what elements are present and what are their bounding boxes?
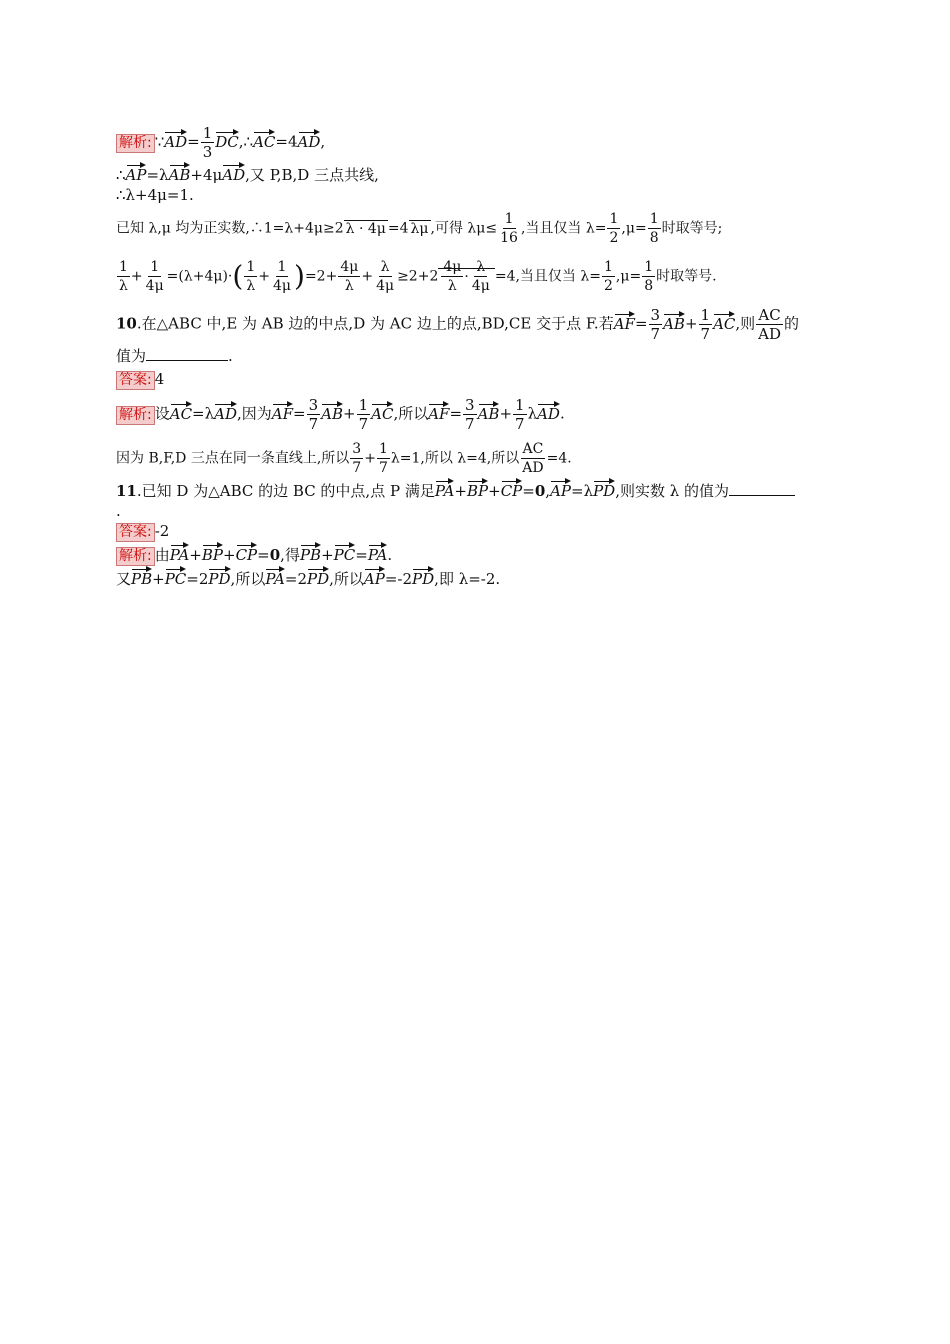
text: . xyxy=(559,404,565,423)
text: + xyxy=(343,404,356,423)
vector-CP: CP xyxy=(501,478,523,499)
vector-PA: PA xyxy=(435,478,455,499)
vector-PC: PC xyxy=(165,566,187,587)
text: 时取等号; xyxy=(661,220,723,237)
vector-AB: AB xyxy=(663,311,685,332)
text: . xyxy=(387,546,393,564)
vector-PA: PA xyxy=(170,542,190,563)
answer-tag: 答案: xyxy=(116,371,155,390)
vector-AD: AD xyxy=(214,401,237,422)
vector-PD: PD xyxy=(208,566,230,587)
text: 的 xyxy=(784,314,800,333)
text: 时取等号. xyxy=(656,268,717,285)
fraction-lambda-4mu: $\frac{\lambda}{4\mu}$ xyxy=(471,259,490,294)
text: ,则 xyxy=(735,314,756,333)
fraction-AC-AD: $\frac{AC}{AD}$ xyxy=(522,441,544,476)
vector-AP: AP xyxy=(126,162,147,183)
text: ,因为 xyxy=(236,404,272,423)
analysis-tag: 解析: xyxy=(116,406,155,425)
analysis-11-line-2: 又PB+PC=2PD,所以PA=2PD,所以AP=-2PD,即 λ=-2. xyxy=(116,566,840,590)
text: =λ xyxy=(192,404,215,423)
text: ,μ= xyxy=(615,268,642,285)
vector-AD: AD xyxy=(164,129,187,150)
text: =-2 xyxy=(384,570,413,588)
fraction-1-4mu: $\frac{1}{4\mu}$ xyxy=(272,259,291,294)
analysis-tag: 解析: xyxy=(116,134,155,153)
vector-AF: AF xyxy=(272,401,293,422)
fraction-1-7: $\frac{1}{7}$ xyxy=(358,396,369,433)
text: + xyxy=(684,314,698,333)
text: = xyxy=(355,546,368,564)
text: + xyxy=(258,268,270,285)
text: =4 xyxy=(387,220,409,237)
text: ,得 xyxy=(280,546,300,564)
answer-value: -2 xyxy=(154,522,170,540)
text: 又 xyxy=(116,570,132,588)
analysis-line-1 xyxy=(116,124,840,161)
sqrt-lambda-4mu: λ · 4μ xyxy=(345,220,386,237)
text: . xyxy=(228,347,233,365)
fraction-1-lambda: $\frac{1}{\lambda}$ xyxy=(119,259,128,294)
analysis-10-line-2 xyxy=(116,440,840,477)
question-11-line-2: . xyxy=(116,502,121,520)
fraction-1-3: $\frac{1}{3}$ xyxy=(202,124,213,161)
fraction-1-8: $\frac{1}{8}$ xyxy=(649,211,659,246)
fraction-4mu-lambda: $\frac{4\mu}{\lambda}$ xyxy=(340,259,359,294)
text: ,所以 xyxy=(230,570,266,588)
fraction-3-7: $\frac{3}{7}$ xyxy=(352,441,362,476)
vector-PB: PB xyxy=(131,566,152,587)
fraction-1-2: $\frac{1}{2}$ xyxy=(609,211,619,246)
vector-AC: AC xyxy=(713,311,735,332)
text: = xyxy=(634,314,648,333)
text: =4,当且仅当 λ= xyxy=(494,268,601,285)
text: =2 xyxy=(284,570,308,588)
text: = xyxy=(257,546,270,564)
text: ,μ= xyxy=(621,220,647,237)
fraction-1-7: $\frac{1}{7}$ xyxy=(515,396,525,433)
fraction-3-7: $\frac{3}{7}$ xyxy=(465,396,475,433)
text: =λ xyxy=(146,166,169,184)
vector-BP: BP xyxy=(202,542,223,563)
fraction-1-lambda: $\frac{1}{\lambda}$ xyxy=(246,259,256,294)
fraction-1-7: $\frac{1}{7}$ xyxy=(378,441,388,476)
vector-AB: AB xyxy=(478,401,500,422)
sqrt-lambda-mu: λμ xyxy=(410,220,429,237)
text: ,所以 xyxy=(329,570,364,588)
fraction-1-16: $\frac{1}{16}$ xyxy=(500,211,518,246)
zero-vector: 0 xyxy=(534,482,546,500)
question-text: .在△ABC 中,E 为 AB 边的中点,D 为 AC 边上的点,BD,CE 交于点 F.若 xyxy=(136,314,614,333)
question-text: .已知 D 为△ABC 的边 BC 的中点,点 P 满足 xyxy=(136,482,435,500)
text: =(λ+4μ)· xyxy=(166,268,233,285)
text: + xyxy=(499,404,513,423)
question-10-line-2 xyxy=(116,344,840,367)
vector-AC: AC xyxy=(371,401,393,422)
fraction-AC-AD: $\frac{AC}{AD}$ xyxy=(758,306,782,343)
vector-AF: AF xyxy=(428,401,449,422)
text: + xyxy=(364,450,376,467)
answer-blank[interactable] xyxy=(729,479,795,496)
fraction-lambda-4mu: $\frac{\lambda}{4\mu}$ xyxy=(376,259,395,294)
text: , xyxy=(545,482,551,500)
vector-AC: AC xyxy=(170,401,192,422)
answer-value: 4 xyxy=(154,370,165,388)
fraction-4mu-lambda: $\frac{4\mu}{\lambda}$ xyxy=(443,259,462,294)
vector-AD: AD xyxy=(222,162,245,183)
text: = xyxy=(449,404,463,423)
vector-DC: DC xyxy=(215,129,239,150)
vector-CP: CP xyxy=(236,542,258,563)
text: λ xyxy=(527,404,538,423)
vector-AD: AD xyxy=(537,401,560,422)
fraction-1-4mu: $\frac{1}{4\mu}$ xyxy=(145,259,164,294)
text: =2+ xyxy=(304,268,338,285)
text: 值为 xyxy=(116,347,147,365)
vector-PD: PD xyxy=(307,566,329,587)
fraction-1-8: $\frac{1}{8}$ xyxy=(644,259,654,294)
text: 设 xyxy=(154,404,170,423)
analysis-tag: 解析: xyxy=(116,547,155,566)
answer-line-11 xyxy=(116,520,840,542)
right-paren: ) xyxy=(294,259,305,293)
text: =4 xyxy=(275,132,298,151)
text: +4μ xyxy=(190,166,223,184)
text: =4. xyxy=(546,450,572,467)
answer-line-10 xyxy=(116,368,840,390)
vector-PA: PA xyxy=(368,542,388,563)
vector-AP: AP xyxy=(550,478,571,499)
text: ,所以 xyxy=(393,404,429,423)
vector-AP: AP xyxy=(364,566,385,587)
fraction-1-2: $\frac{1}{2}$ xyxy=(604,259,613,294)
text: ,又 P,B,D 三点共线, xyxy=(245,166,379,184)
analysis-line-4 xyxy=(116,210,840,247)
text: · xyxy=(464,268,469,285)
text: ∴ xyxy=(116,166,126,184)
fraction-3-7: $\frac{3}{7}$ xyxy=(650,306,661,343)
text: ,可得 λμ≤ xyxy=(430,220,498,237)
left-paren: ( xyxy=(232,259,244,293)
analysis-line-2 xyxy=(116,162,840,186)
text: = xyxy=(293,404,306,423)
text: ,则实数 λ 的值为 xyxy=(615,482,730,500)
vector-AB: AB xyxy=(169,162,191,183)
question-number: 11 xyxy=(116,482,137,500)
zero-vector: 0 xyxy=(269,546,281,564)
vector-PC: PC xyxy=(334,542,356,563)
text: 由 xyxy=(154,546,170,564)
text: ≥2+2 xyxy=(397,268,439,285)
text: + xyxy=(361,268,374,285)
vector-PD: PD xyxy=(593,478,615,499)
vector-AC: AC xyxy=(253,129,275,150)
text: λ=1,所以 λ=4,所以 xyxy=(390,450,520,467)
text: + xyxy=(130,268,143,285)
analysis-10-line-1 xyxy=(116,396,840,433)
text: = xyxy=(187,132,200,151)
text: 已知 λ,μ 均为正实数,∴1=λ+4μ≥2 xyxy=(116,220,344,237)
vector-AF: AF xyxy=(614,311,635,332)
question-number: 10 xyxy=(116,314,137,333)
text: 因为 B,F,D 三点在同一条直线上,所以 xyxy=(116,450,350,467)
vector-PA: PA xyxy=(265,566,285,587)
text: ,∴ xyxy=(238,132,254,151)
answer-tag: 答案: xyxy=(116,523,155,542)
fraction-1-7: $\frac{1}{7}$ xyxy=(700,306,711,343)
answer-blank[interactable] xyxy=(146,344,228,361)
text: , xyxy=(320,132,326,151)
vector-BP: BP xyxy=(467,478,488,499)
vector-PD: PD xyxy=(412,566,434,587)
text: ,即 λ=-2. xyxy=(434,570,501,588)
vector-AB: AB xyxy=(321,401,343,422)
question-11: 11.已知 D 为△ABC 的边 BC 的中点,点 P 满足PA+BP+CP=0,AP=λPD,则实数 λ 的值为 xyxy=(116,478,840,502)
question-10 xyxy=(116,306,840,343)
fraction-3-7: $\frac{3}{7}$ xyxy=(308,396,319,433)
vector-AD: AD xyxy=(298,129,321,150)
analysis-line-5 xyxy=(116,258,840,295)
analysis-11-line-1: 解析: 由PA+BP+CP=0,得PB+PC=PA. xyxy=(116,542,840,566)
sqrt-product xyxy=(438,259,494,294)
text: =2 xyxy=(186,570,209,588)
text: ,当且仅当 λ= xyxy=(520,220,607,237)
text: ∵ xyxy=(154,132,165,151)
vector-PB: PB xyxy=(300,542,321,563)
text: =λ xyxy=(571,482,594,500)
analysis-line-3: ∴λ+4μ=1. xyxy=(116,186,194,204)
